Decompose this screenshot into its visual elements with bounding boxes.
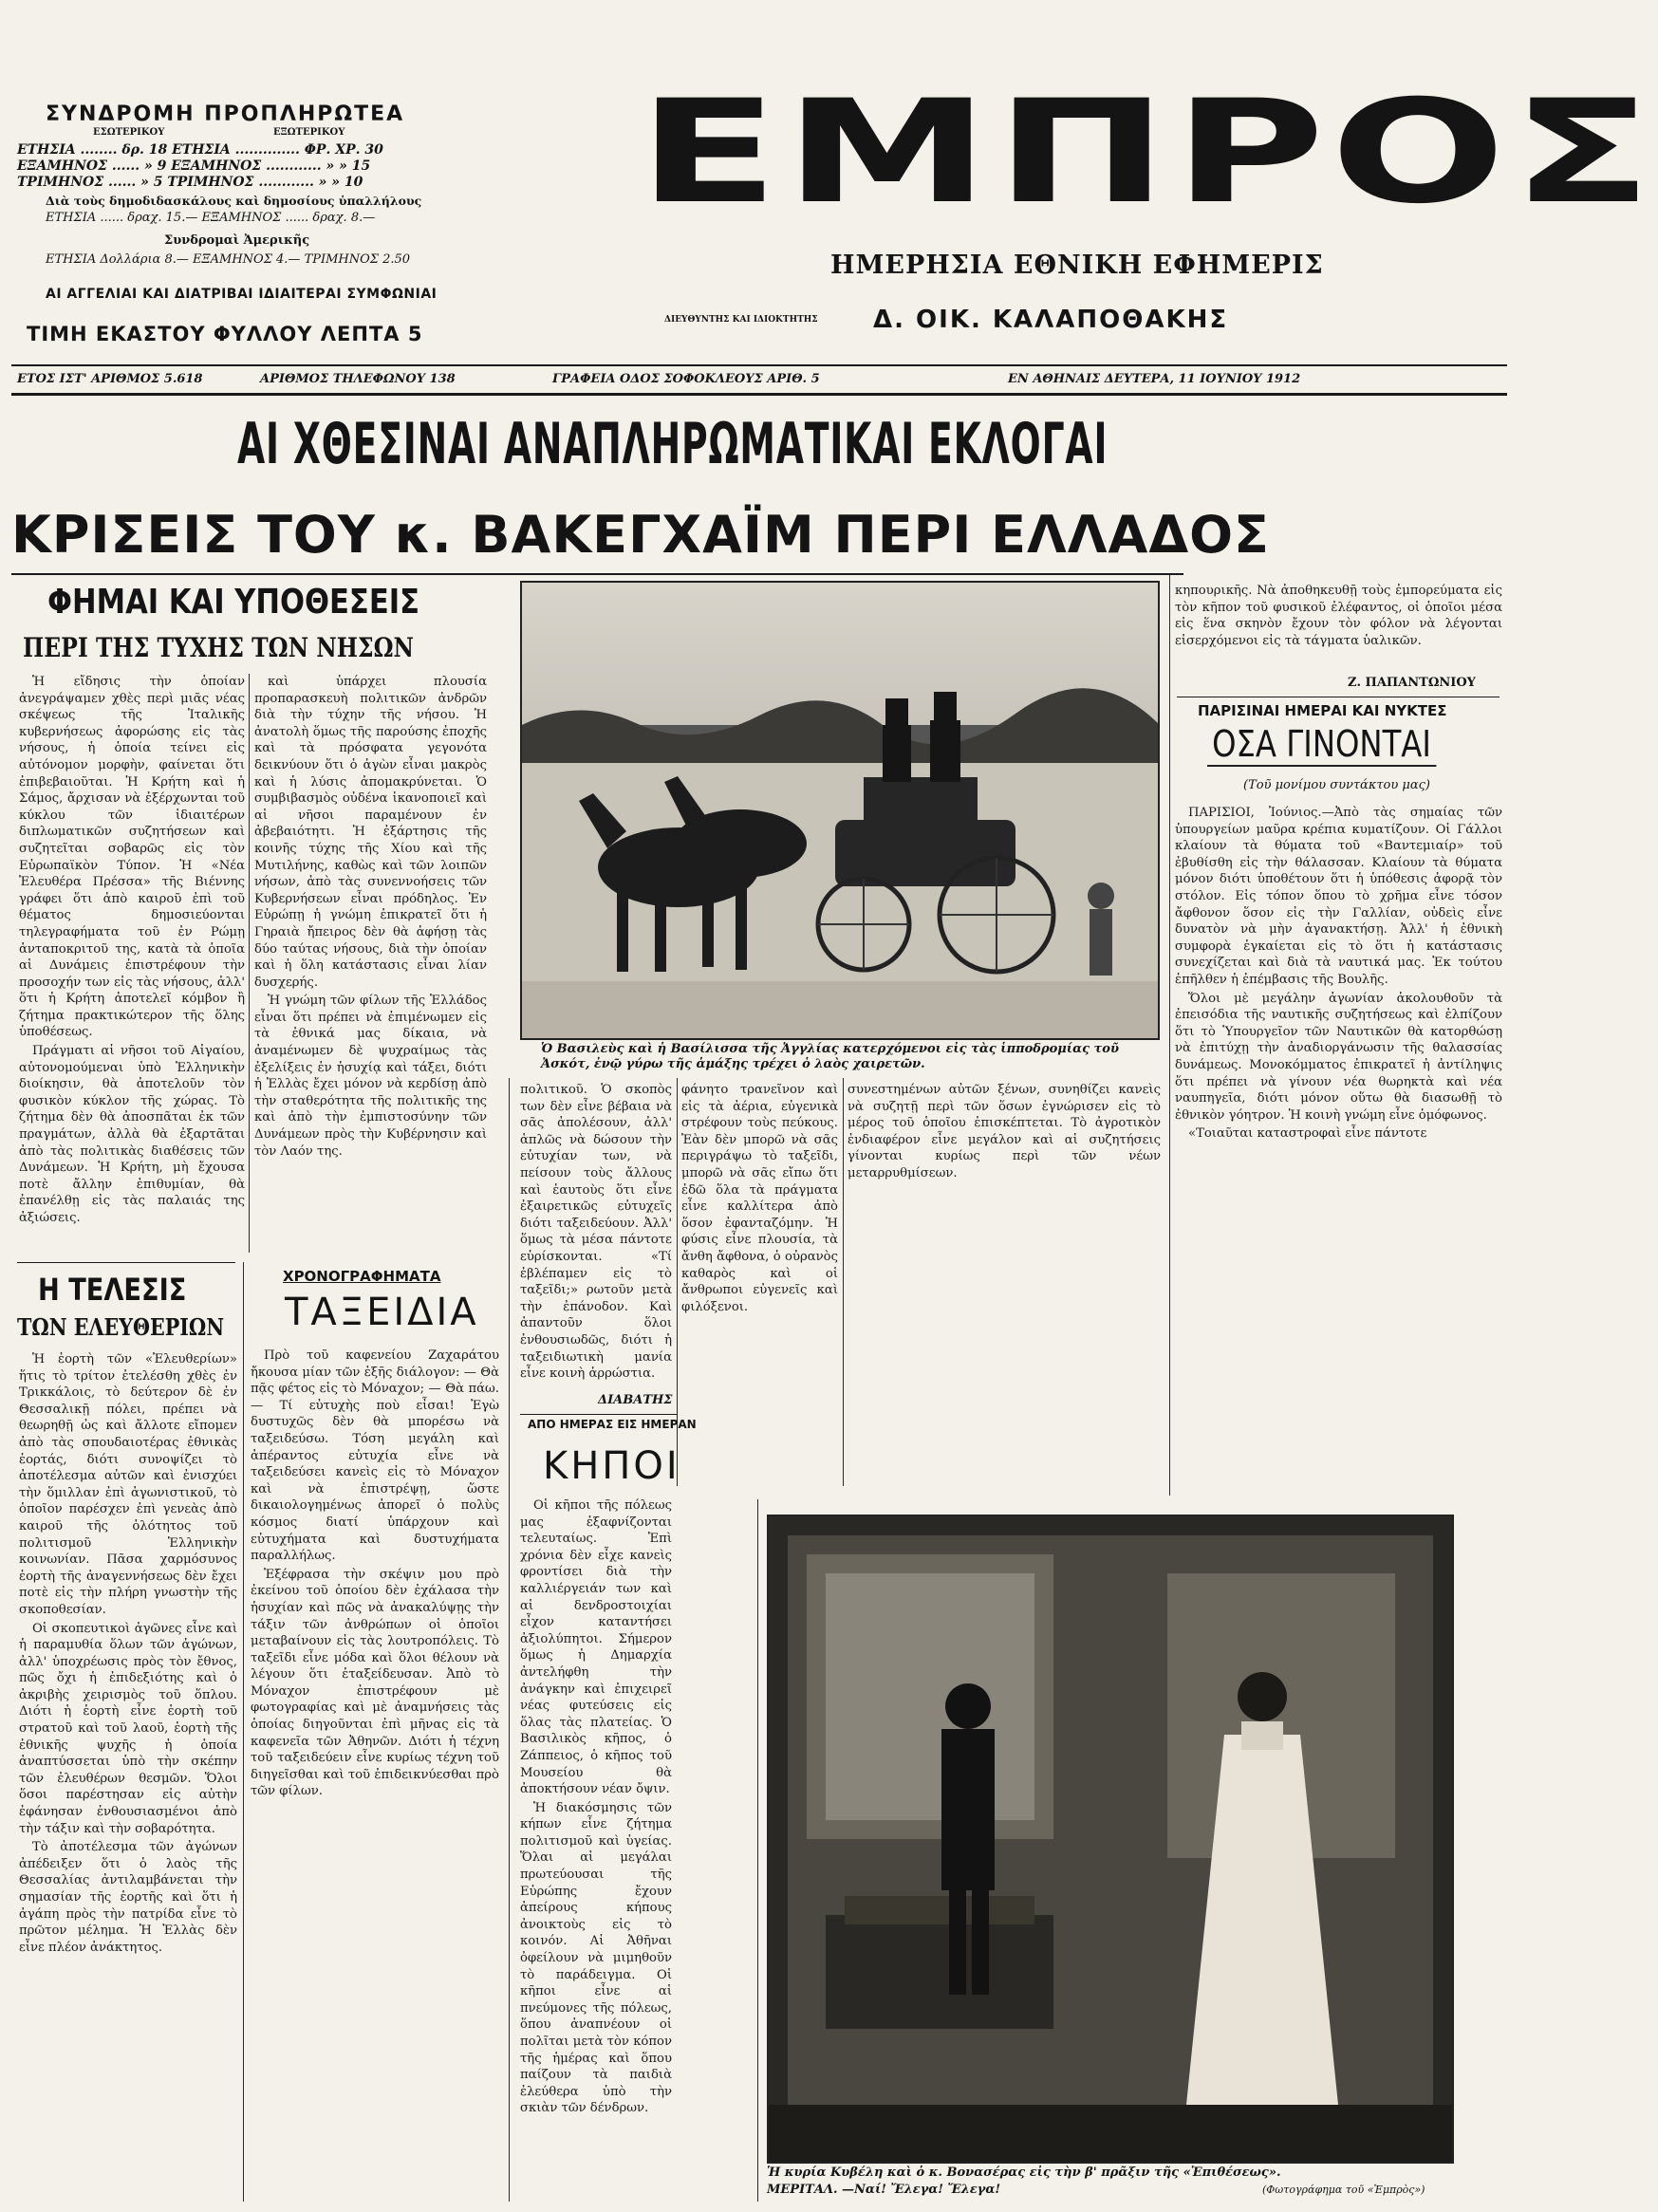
center-column-a: πολιτικοῦ. Ὁ σκοπὸς των δὲν εἶνε βέβαια νὰ σᾶς ἀπολέσουν, ἀλλ' ἁπλῶς νὰ δώσουν τὴν εὐτυχίαν των, νὰ πείσουν τοὺς ἄλλους καὶ ἑαυτοὺς ὅτι εἶνε ἐξαιρετικῶς εὐτυχεῖς διότι ταξειδεύουν. Ἀλλ' ὅμως τὰ μέσα πάντοτε εὑρίσκονται. «Τί ἐβλέπαμεν εἰς τὸ ταξεῖδι;» ρωτοῦν μετὰ τὴν ἐπάνοδον. Καὶ ἀπαντοῦν ὅλοι ἐνθουσιωδῶς, διότι ἡ ταξειδιωτικὴ μανία εἶνε κοινὴ ἀρρώστια. xyxy=(520,1083,672,1382)
right-column-top-text: κηπουρικῆς. Νὰ ἀποθηκευθῇ τοὺς ἐμπορεύματα εἰς τὸν κῆπον τοῦ φυσικοῦ ἐλέφαντος, οἱ ὁποῖοι μέσα εἰς ἕνα σκηνὸν ἔχουν τὸν φόλον νὰ λέγονται εἰσερχόμενοι εἰς τὰ τάγματα ὑαλικῶν. xyxy=(1175,584,1502,648)
telesis-subtitle: ΤΩΝ ΕΛΕΥΘΕΡΙΩΝ xyxy=(17,1313,225,1341)
paragraph: Ἡ διακόσμησις τῶν κήπων εἶνε ζήτημα πολιτισμοῦ καὶ ὑγείας. Ὅλαι αἱ μεγάλαι πρωτεύουσαι τῆς Εὐρώπης ἔχουν ἀπείρους κήπους ἀνοικτοὺς εἰς τὸ κοινόν. Αἱ Ἀθῆναι ὀφείλουν νὰ μιμηθοῦν τὸ παράδειγμα. Οἱ κῆποι εἶνε αἱ πνεύμονες τῆς πόλεως, ὅπου ἀναπνέουν οἱ πολῖται μετὰ τὸν κόπον τῆς ἡμέρας καὶ ὅπου παίζουν τὰ παιδιὰ ἐλεύθερα ὑπὸ τὴν σκιὰν τῶν δένδρων. xyxy=(520,1800,672,2116)
paris-byline: (Τοῦ μονίμου συντάκτου μας) xyxy=(1243,778,1430,792)
paris-body xyxy=(1175,805,1502,1496)
paragraph: Οἱ σκοπευτικοὶ ἀγῶνες εἶνε καὶ ἡ παραμυθία ὅλων τῶν ἀγώνων, ἀλλ' ὑποχρέωσις πρὸς τὸν ἔθνος, πῶς ὄχι ἡ ἐπιδεξιότης καὶ ὁ ἀκριβὴς χειρισμὸς τοῦ ὅπλου. Διότι ἡ ἑορτὴ εἶνε ἑορτὴ τοῦ στρατοῦ καὶ τοῦ λαοῦ, ἑορτὴ τῆς ἐθνικῆς ψυχῆς ἡ ὁποία ἀναπτύσσεται ὑπὸ τὴν σκέπην τῶν ἐλευθέρων θεσμῶν. Ὅλοι ὅσοι παρέστησαν εἰς αὐτὴν ἐφάνησαν ἐνθουσιασμένοι ἀπὸ τὴν τάξιν καὶ τὴν σοβαρότητα. xyxy=(19,1621,237,1836)
column-divider xyxy=(243,1262,244,2202)
article1-column-1 xyxy=(19,674,245,1253)
center-column-b: φάνητο τρανεῖνον καὶ εἰς τὰ ἀέρια, εὐγενικὰ στρέφουν τοὺς πεύκους. Ἐὰν δὲν μπορῶ νὰ σᾶς περιγράψω τὸ ταξεῖδι, μπορῶ νὰ σᾶς εἴπω ὅτι ἐδῶ ὅλα τὰ πράγματα εἶνε καλλίτερα ἀπὸ ὅσον ἐφανταζόμην. Ἡ φύσις εἶνε πλουσία, τὰ ἄνθη ἄφθονα, ὁ οὐρανὸς καθαρὸς καὶ οἱ ἄνθρωποι εὐγενεῖς καὶ φιλόξενοι. xyxy=(681,1083,838,1314)
price-note: ΤΙΜΗ ΕΚΑΣΤΟΥ ΦΥΛΛΟΥ ΛΕΠΤΑ 5 xyxy=(27,323,423,345)
gardens-title: ΚΗΠΟΙ xyxy=(543,1444,680,1488)
subscription-title: ΣΥΝΔΡΟΜΗ ΠΡΟΠΛΗΡΩΤΕΑ xyxy=(46,102,405,126)
paragraph: Ἡ ἑορτὴ τῶν «Ἐλευθερίων» ἥτις τὸ τρίτον ἐτελέσθη χθὲς ἐν Τρικκάλοις, τὸ δεύτερον δὲ ἐν Θεσσαλικῇ πόλει, πρέπει νὰ θεωρηθῇ ὡς καὶ ἄλλοτε εἴπομεν ἀπὸ τὰς σπουδαιοτέρας ἐθνικὰς ἑορτάς, διότι συνοψίζει τὸ ἀποτέλεσμα αὐτῶν καὶ ἐνισχύει τὴν ὅμιλλαν ἐπὶ ἀγωνιστικοῦ, τὸ ὁποῖον παρέσχεν ἐπὶ γενεὰς ἀπὸ καιροῦ τῆς ὁλότητος τοῦ πολιτισμοῦ Ἑλληνικὴν κοινωνίαν. Πᾶσα χαρμόσυνος ἑορτὴ τῆς ἀναγεννήσεως δὲν ἔχει ποτὲ εἰς τὴν πλήρη γνωστὴν τῆς σκοποθεσίαν. xyxy=(19,1352,237,1617)
masthead-director-label: ΔΙΕΥΘΥΝΤΗΣ ΚΑΙ ΙΔΙΟΚΤΗΤΗΣ xyxy=(664,315,818,325)
america-rates: ΕΤΗΣΙΑ Δολλάρια 8.— ΕΞΑΜΗΝΟΣ 4.— ΤΡΙΜΗΝΟΣ 2.50 xyxy=(46,252,411,267)
paragraph: Ἡ εἴδησις τὴν ὁποίαν ἀνεγράψαμεν χθὲς περὶ μιᾶς νέας σκέψεως τῆς Ἰταλικῆς κυβερνήσεως ἀφορώσης εἰς τὰς νήσους, ἡ ὁποία τείνει εἰς αὐτόνομον μορφὴν, φαίνεται ὅτι ἐπιβεβαιοῦται. Ἡ Κρήτη καὶ ἡ Σάμος, ἄρχισαν νὰ ἐξέρχωνται τοῦ κύκλου τῶν ἰδιαιτέρων διπλωματικῶν συζητήσεων καὶ συζητεῖται σοβαρῶς εἰς τὸν Εὐρωπαϊκὸν Τύπον. Ἡ «Νέα Ἐλευθέρα Πρέσσα» τῆς Βιέννης γράφει ὅτι ἀπὸ καιροῦ ἐπὶ τοῦ θέματος δημοσιεύονται τηλεγραφήματα τοῦ ἐν Ρώμῃ ἀνταποκριτοῦ της, κατὰ τὰ ὁποῖα αἱ Δυνάμεις ἐπιστρέφουν τὴν προσοχήν των εἰς τὰς νήσους, ἀλλ' ὅτι ἡ Κρήτη ἀποτελεῖ κόμβον ἢ ζήτημα πρακτικώτερον τῆς ὅλης ὑποθέσεως. xyxy=(19,675,245,1040)
section-rule xyxy=(520,1414,677,1415)
headline-rule xyxy=(11,573,1183,575)
theatre-illustration xyxy=(769,1516,1452,2162)
section-rule xyxy=(17,1262,235,1263)
center-column-c: συνεστημένων αὐτῶν ξένων, συνηθίζει κανεὶς νὰ συζητῇ περὶ τῶν ὅσων ἐγνώρισεν εἰς τὸ μέρος τοῦ ὁποῖου ἐπισκέπτεται. Τὸ ἀγροτικὸν ἐνδιαφέρον εἶνε μεγάλον καὶ αἱ συζητήσεις γίνονται κυρίως περὶ τῶν νέων μεταρρυθμίσεων. xyxy=(848,1083,1161,1180)
diavatis-signature: ΔΙΑΒΑΤΗΣ xyxy=(598,1393,673,1407)
subscription-box xyxy=(17,102,492,378)
column-divider xyxy=(249,674,250,1253)
teachers-rates: ΕΤΗΣΙΑ ...... δραχ. 15.— ΕΞΑΜΗΝΟΣ ...... δραχ. 8.— xyxy=(46,211,376,225)
dateline xyxy=(11,368,1507,393)
article1-subtitle: ΠΕΡΙ ΤΗΣ ΤΥΧΗΣ ΤΩΝ ΝΗΣΩΝ xyxy=(23,632,415,663)
paris-kicker: ΠΑΡΙΣΙΝΑΙ ΗΜΕΡΑΙ ΚΑΙ ΝΥΚΤΕΣ xyxy=(1198,702,1447,719)
dateline-rule-bottom xyxy=(11,393,1507,396)
paragraph: Τὸ ἀποτέλεσμα τῶν ἀγώνων ἀπέδειξεν ὅτι ὁ λαὸς τῆς Θεσσαλίας ἀντιλαμβάνεται τὴν σημασίαν τῆς ἑορτῆς καὶ ὅτι ἡ ἀγάπη πρὸς τὴν πατρίδα εἶνε τὸ πρῶτον μέλημα. Ἡ Ἑλλὰς δὲν εἶνε πλέον ἀνάκτητος. xyxy=(19,1840,237,1955)
photo-royal-carriage xyxy=(520,581,1160,1040)
paris-title: ΟΣΑ ΓΙΝΟΝΤΑΙ xyxy=(1207,723,1436,767)
paragraph: Ὅλοι μὲ μεγάλην ἀγωνίαν ἀκολουθοῦν τὰ ἐπεισόδια τῆς ναυτικῆς συζητήσεως καὶ ἐλπίζουν ὅτι τὸ Ὑπουργεῖον τῶν Ναυτικῶν θὰ κατορθώσῃ νὰ ἐπιτύχῃ τὴν ἀναδιοργάνωσιν τῆς θαλασσίας δυνάμεως. Μονοκόμματος ἐπικρατεῖ ἡ ἀντίληψις ὅτι πρέπει νὰ γίνουν νέα θωρηκτὰ καὶ νέα ναυπηγεῖα, διότι μόνον οὕτω θὰ διασωθῇ τὸ ἐθνικὸν γόητρον. Ἡ κοινὴ γνώμη εἶνε ὁμόφωνος. xyxy=(1175,991,1502,1123)
telesis-title: Η ΤΕΛΕΣΙΣ xyxy=(38,1272,187,1308)
column-divider xyxy=(843,1078,844,1486)
photo2-credit: (Φωτογράφημα τοῦ «Ἐμπρὸς») xyxy=(1262,2184,1425,2196)
paragraph: ΠΑΡΙΣΙΟΙ, Ἰούνιος.—Ἀπὸ τὰς σημαίας τῶν ὑπουργείων μαῦρα κρέπια κυματίζουν. Οἱ Γάλλοι κλαίουν τὰ θύματα τοῦ «Βαντεμιαίρ» τοῦ ἐβυθίσθη εἰς τὴν θάλασσαν. Κλαίουν τὰ θύματα μόνον διότι ὑποθέτουν ὅτι ἡ ὑπόθεσις ἀφορᾷ τὸν στόλον. Εἰς τόπον ὅπου τὸ χρῆμα εἶνε τόσον ἄφθονον ὅσον εἰς τὴν Γαλλίαν, οὐδεὶς εἶνε δυνατὸν νὰ μὴν ἀγανακτήσῃ. Ἀλλ' ἡ ἐθνικὴ συμφορὰ ἐγκαίεται εἰς τὸ ὅτι ἡ κατάστασις συνεχίζεται καὶ διὰ τὰ ναυτικά μας. Ἐκ τούτου ἐπῆλθεν ἡ ἐπέμβασις τῆς Βουλῆς. xyxy=(1175,806,1502,987)
paragraph: Οἱ κῆποι τῆς πόλεως μας ἐξαφνίζονται τελευταίως. Ἐπὶ χρόνια δὲν εἶχε κανεὶς φροντίσει διὰ τὴν καλλιέργειάν των καὶ αἱ δενδροστοιχίαι εἶχον καταντήσει ἀξιολύπητοι. Σήμερον ὅμως ἡ Δημαρχία ἀντελήφθη τὴν ἀνάγκην καὶ ἐπιχειρεῖ νέας φυτεύσεις εἰς ὅλας τὰς πλατείας. Ὁ Βασιλικὸς κῆπος, ὁ Ζάππειος, ὁ κῆπος τοῦ Μουσείου θὰ ἀποκτήσουν νέαν ὄψιν. xyxy=(520,1498,672,1797)
photo2-caption: Ἡ κυρία Κυβέλη καὶ ὁ κ. Βονασέρας εἰς τὴν β' πρᾶξιν τῆς «Ἐπιθέσεως». xyxy=(767,2166,1281,2180)
column-divider xyxy=(757,1499,758,2202)
paragraph: «Τοιαῦται καταστροφαὶ εἶνε πάντοτε xyxy=(1188,1126,1427,1142)
photo1-caption: Ὁ Βασιλεὺς καὶ ἡ Βασίλισσα τῆς Ἀγγλίας κατερχόμενοι εἰς τὰς ἱπποδρομίας τοῦ Ἀσκότ, ἐνῷ γύρω τῆς ἁμάξης τρέχει ὁ λαὸς χαιρετῶν. xyxy=(541,1042,1119,1071)
photo2-caption-line2: ΜΕΡΙΤΑΛ. —Ναί! Ἔλεγα! Ἔλεγα! xyxy=(767,2183,1001,2197)
travel-title: ΤΑΞΕΙΔΙΑ xyxy=(285,1291,479,1334)
gardens-kicker: ΑΠΟ ΗΜΕΡΑΣ ΕΙΣ ΗΜΕΡΑΝ xyxy=(528,1418,697,1431)
article1-column-2 xyxy=(254,674,487,1253)
gardens-body xyxy=(520,1497,672,2200)
signature: Ζ. ΠΑΠΑΝΤΩΝΙΟΥ xyxy=(1348,676,1476,690)
dateline-office: ΓΡΑΦΕΙΑ ΟΔΟΣ ΣΟΦΟΚΛΕΟΥΣ ΑΡΙΘ. 5 xyxy=(552,372,820,386)
column-divider xyxy=(1169,575,1170,1496)
main-headline: ΑΙ ΧΘΕΣΙΝΑΙ ΑΝΑΠΛΗΡΩΜΑΤΙΚΑΙ ΕΚΛΟΓΑΙ xyxy=(237,410,1108,477)
masthead-subtitle: ΗΜΕΡΗΣΙΑ ΕΘΝΙΚΗ ΕΦΗΜΕΡΙΣ xyxy=(830,251,1324,280)
subscription-rates xyxy=(17,142,383,191)
paragraph: Ἐξέφρασα τὴν σκέψιν μου πρὸ ἐκείνου τοῦ ὁποίου δὲν ἐχάλασα τὴν ἡσυχίαν καὶ πῶς νὰ ἀνακαλύψῃς τὴν τάξιν τῶν ἀνθρώπων οἱ ὁποῖοι μεταβαίνουν εἰς τὰς λουτροπόλεις. Τὸ ταξεῖδι εἶνε μόδα καὶ ὅλοι θέλουν νὰ λέγουν ὅτι ἐταξείδευσαν. Ἀπὸ τὸ Μόναχον ἐπιστρέφουν μὲ φωτογραφίας καὶ μὲ ἀναμνήσεις τὰς ὁποίας διηγοῦνται ἐπὶ μῆνας εἰς τὰ καφενεῖα τῶν Ἀθηνῶν. Διότι ἡ τέχνη τοῦ ταξειδεύειν εἶνε κυρίως τέχνη τοῦ διηγεῖσθαι καὶ τοῦ ἐπιδεικνύεσθαι πρὸ τῶν φίλων. xyxy=(251,1567,499,1799)
paragraph: καὶ ὑπάρχει πλουσία προπαρασκευὴ πολιτικῶν ἀνδρῶν διὰ τὴν τύχην τῆς νήσου. Ἡ ἀνατολὴ ὅμως τῆς παρούσης ἐποχῆς καὶ τὰ πρόσφατα γεγονότα δεικνύουν ὅτι ὁ ἀγὼν εἶναι μακρὸς καὶ ἡ λύσις ἀπομακρύνεται. Ὁ συμβιβασμὸς οὐδένα ἱκανοποιεῖ καὶ αἱ νῆσοι παραμένουν ἐν ἀβεβαιότητι. Ἡ ἐξάρτησις τῆς κοινῆς τύχης τῆς Χίου καὶ τῆς Μυτιλήνης, καθὼς καὶ τῶν λοιπῶν νήσων, ἀπὸ τὰς συνεννοήσεις τῶν Κυβερνήσεων εἶναι πρόδηλος. Ἐν Εὐρώπῃ ἡ γνώμη ἐπικρατεῖ ὅτι ἡ Γηραιὰ ἤπειρος δὲν θὰ ἀφήσῃ τὰς δύο ταύτας νήσους, διὰ τὴν ὁποίαν καὶ ἡ ὅλη κατάστασις εἶναι λίαν δυσχερής. xyxy=(254,675,487,990)
travel-body xyxy=(251,1348,499,2196)
rate-row: ΤΡΙΜΗΝΟΣ ...... » 5 ΤΡΙΜΗΝΟΣ ............ » » 10 xyxy=(17,175,363,190)
second-headline: ΚΡΙΣΕΙΣ ΤΟΥ κ. ΒΑΚΕΓΧΑΪΜ ΠΕΡΙ ΕΛΛΑΔΟΣ xyxy=(11,505,1270,565)
carriage-illustration xyxy=(522,583,1158,1038)
dateline-issue: ΕΤΟΣ ΙΣΤ' ΑΡΙΘΜΟΣ 5.618 xyxy=(17,372,203,386)
subscription-col-interior: ΕΣΩΤΕΡΙΚΟΥ xyxy=(93,127,165,138)
article1-title: ΦΗΜΑΙ ΚΑΙ ΥΠΟΘΕΣΕΙΣ xyxy=(47,583,420,622)
telesis-body xyxy=(19,1351,237,2196)
america-title: Συνδρομαὶ Ἀμερικῆς xyxy=(164,233,310,248)
column-divider xyxy=(509,1078,510,2202)
dateline-date: ΕΝ ΑΘΗΝΑΙΣ ΔΕΥΤΕΡΑ, 11 ΙΟΥΝΙΟΥ 1912 xyxy=(1008,372,1301,386)
rate-row: ΕΞΑΜΗΝΟΣ ...... » 9 ΕΞΑΜΗΝΟΣ ............ » » 15 xyxy=(17,158,371,174)
paragraph: Πρὸ τοῦ καφενείου Ζαχαράτου ἤκουσα μίαν τῶν ἐξῆς διάλογον: — Θὰ πᾷς φέτος εἰς τὸ Μόναχον; — Θὰ πάω. — Τί εὐτυχὴς ποὺ εἶσαι! Ἐγὼ δυστυχῶς δὲν θὰ μπορέσω νὰ ταξειδεύσω. Τόση μεγάλη καὶ ἀπέραντος εὐτυχία εἶνε νὰ ταξειδεύσει κανεὶς εἰς τὸ Μόναχον καὶ νὰ ἐπιστρέψῃ, ὥστε δικαιολογημένως ἀπορεῖ ὁ πολὺς κόσμος διατί ὑπάρχουν καὶ εὐτυχήματα καὶ δυστυχήματα παραλλήλως. xyxy=(251,1348,499,1564)
travel-kicker: ΧΡΟΝΟΓΡΑΦΗΜΑΤΑ xyxy=(283,1268,441,1285)
masthead-director: Δ. ΟΙΚ. ΚΑΛΑΠΟΘΑΚΗΣ xyxy=(873,306,1229,334)
dateline-phone: ΑΡΙΘΜΟΣ ΤΗΛΕΦΩΝΟΥ 138 xyxy=(260,372,456,386)
dateline-rule-top xyxy=(11,364,1507,366)
teachers-note: Διὰ τοὺς δημοδιδασκάλους καὶ δημοσίους ὑπαλλήλους xyxy=(46,194,422,208)
paragraph: Πράγματι αἱ νῆσοι τοῦ Αἰγαίου, αὐτονομούμεναι ὑπὸ Ἑλληνικὴν διοίκησιν, θὰ ἀποτελοῦν τὸν φυσικὸν κύκλον τῆς χώρας. Τὸ ζήτημα δὲν θὰ ἀποσπᾶται ἐκ τῶν πραγμάτων, ἀλλὰ θὰ ἐξαρτᾶται ἀπὸ τὰς πολιτικὰς διαθέσεις τῶν Δυνάμεων. Ἡ Κρήτη, μὴ ἔχουσα ποτὲ ἄλλην ἐπιθυμίαν, θὰ ἐπανέλθῃ εἰς τὰς παλαιάς της ἀξιώσεις. xyxy=(19,1044,245,1225)
ads-note: ΑΙ ΑΓΓΕΛΙΑΙ ΚΑΙ ΔΙΑΤΡΙΒΑΙ ΙΔΙΑΙΤΕΡΑΙ ΣΥΜΦΩΝΙΑΙ xyxy=(46,287,438,302)
masthead-title: ΕΜΠΡΟΣ xyxy=(638,70,1658,235)
subscription-col-exterior: ΕΞΩΤΕΡΙΚΟΥ xyxy=(273,127,345,138)
photo-theatre-scene xyxy=(767,1515,1454,2164)
rate-row: ΕΤΗΣΙΑ ........ δρ. 18 ΕΤΗΣΙΑ .............. ΦΡ. ΧΡ. 30 xyxy=(17,142,383,158)
paragraph: Ἡ γνώμη τῶν φίλων τῆς Ἑλλάδος εἶναι ὅτι πρέπει νὰ ἐπιμένωμεν εἰς τὰ ἐθνικά μας δίκαια, νὰ ἀναμένωμεν δὲ ψυχραίμως τὰς ἐξελίξεις ἐν ἡσυχίᾳ καὶ τάξει, διότι ἡ Ἑλλὰς ἔχει μόνον νὰ κερδίσῃ ἀπὸ τὴν σταθερότητα τῆς πολιτικῆς της καὶ ἀπὸ τὴν ἐμπιστοσύνην τῶν Δυνάμεων πρὸς τὴν Κυβέρνησιν καὶ τὸν Λαόν της. xyxy=(254,994,487,1159)
